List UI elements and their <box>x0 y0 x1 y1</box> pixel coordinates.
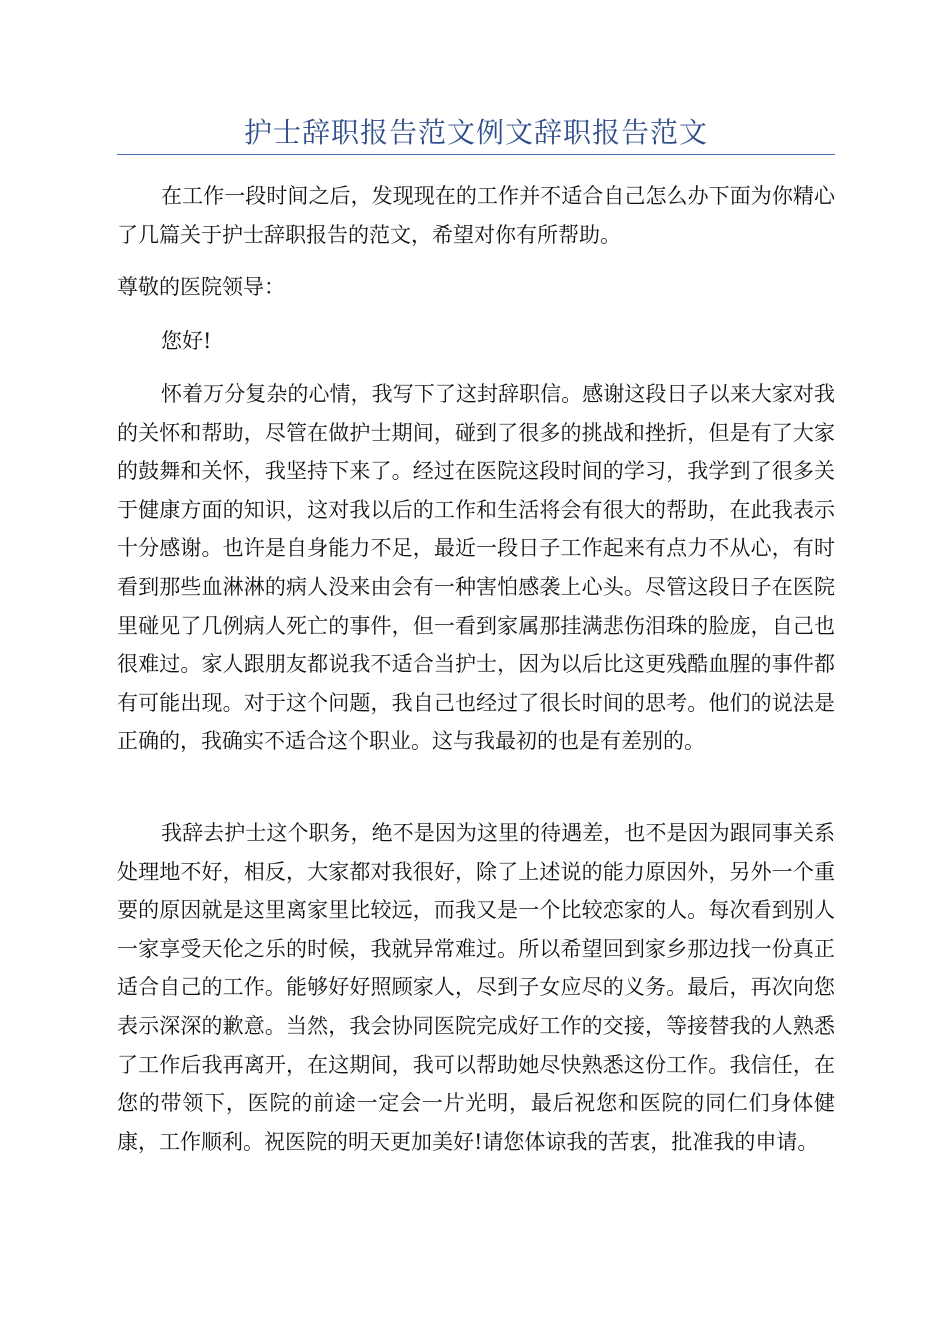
intro-paragraph: 在工作一段时间之后，发现现在的工作并不适合自己怎么办下面为你精心了几篇关于护士辞职报告的范文，希望对你有所帮助。 <box>117 184 835 247</box>
body-paragraph-1: 怀着万分复杂的心情，我写下了这封辞职信。感谢这段日子以来大家对我的关怀和帮助，尽管在做护士期间，碰到了很多的挑战和挫折，但是有了大家的鼓舞和关怀，我坚持下来了。经过在医院这段时间的学习，我学到了很多关于健康方面的知识，这对我以后的工作和生活将会有很大的帮助，在此我表示十分感谢。也许是自身能力不足，最近一段日子工作起来有点力不从心，有时看到那些血淋淋的病人没来由会有一种害怕感袭上心头。尽管这段日子在医院里碰见了几例病人死亡的事件，但一看到家属那挂满悲伤泪珠的脸庞，自己也很难过。家人跟朋友都说我不适合当护士，因为以后比这更残酷血腥的事件都有可能出现。对于这个问题，我自己也经过了很长时间的思考。他们的说法是正确的，我确实不适合这个职业。这与我最初的也是有差别的。 <box>117 382 835 754</box>
title-underline <box>117 154 835 155</box>
document-title: 护士辞职报告范文例文辞职报告范文 <box>243 116 708 149</box>
greeting: 您好! <box>161 329 212 353</box>
salutation: 尊敬的医院领导： <box>117 275 285 299</box>
body-paragraph-2: 我辞去护士这个职务，绝不是因为这里的待遇差，也不是因为跟同事关系处理地不好，相反，大家都对我很好，除了上述说的能力原因外，另外一个重要的原因就是这里离家里比较远，而我又是一个比较恋家的人。每次看到别人一家享受天伦之乐的时候，我就异常难过。所以希望回到家乡那边找一份真正适合自己的工作。能够好好照顾家人，尽到子女应尽的义务。最后，再次向您表示深深的歉意。当然，我会协同医院完成好工作的交接，等接替我的人熟悉了工作后我再离开，在这期间，我可以帮助她尽快熟悉这份工作。我信任，在您的带领下，医院的前途一定会一片光明，最后祝您和医院的同仁们身体健康，工作顺利。祝医院的明天更加美好!请您体谅我的苦衷，批准我的申请。 <box>117 821 835 1154</box>
